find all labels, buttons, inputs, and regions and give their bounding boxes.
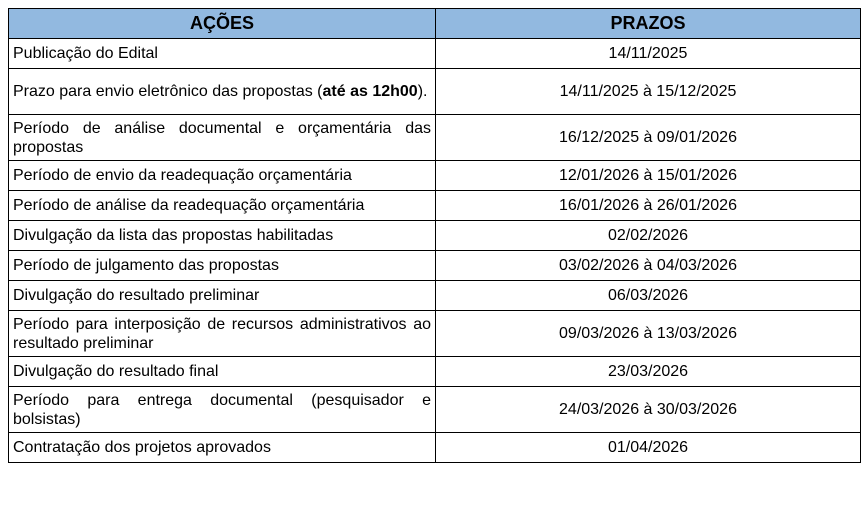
action-cell: Período para interposição de recursos administrativos ao resultado preliminar xyxy=(9,311,436,357)
deadline-cell: 02/02/2026 xyxy=(436,221,861,251)
table-row xyxy=(9,161,861,191)
deadline-cell: 12/01/2026 à 15/01/2026 xyxy=(436,161,861,191)
action-cell: Contratação dos projetos aprovados xyxy=(9,433,436,463)
action-text-suffix: ). xyxy=(417,83,428,100)
action-cell: Período de análise da readequação orçamentária xyxy=(9,191,436,221)
table-row xyxy=(9,191,861,221)
deadline-cell: 14/11/2025 xyxy=(436,39,861,69)
action-cell: Período para entrega documental (pesquisador e bolsistas) xyxy=(9,387,436,433)
deadline-cell: 06/03/2026 xyxy=(436,281,861,311)
header-deadlines: PRAZOS xyxy=(436,9,861,39)
action-cell: Período de análise documental e orçamentária das propostas xyxy=(9,115,436,161)
table-row xyxy=(9,251,861,281)
deadline-cell: 24/03/2026 à 30/03/2026 xyxy=(436,387,861,433)
deadline-cell: 03/02/2026 à 04/03/2026 xyxy=(436,251,861,281)
table-row xyxy=(9,115,861,161)
table-row xyxy=(9,311,861,357)
table-row xyxy=(9,69,861,115)
action-cell: Período de envio da readequação orçamentária xyxy=(9,161,436,191)
deadline-cell: 14/11/2025 à 15/12/2025 xyxy=(436,69,861,115)
table-row xyxy=(9,281,861,311)
action-cell: Divulgação do resultado preliminar xyxy=(9,281,436,311)
deadline-cell: 09/03/2026 à 13/03/2026 xyxy=(436,311,861,357)
action-cell: Período de julgamento das propostas xyxy=(9,251,436,281)
deadline-cell: 16/12/2025 à 09/01/2026 xyxy=(436,115,861,161)
action-cell: Divulgação do resultado final xyxy=(9,357,436,387)
header-row xyxy=(9,9,861,39)
header-actions: AÇÕES xyxy=(9,9,436,39)
action-cell xyxy=(9,69,436,115)
action-cell: Publicação do Edital xyxy=(9,39,436,69)
table-row xyxy=(9,387,861,433)
table-row xyxy=(9,433,861,463)
schedule-table xyxy=(8,8,861,463)
deadline-cell: 16/01/2026 à 26/01/2026 xyxy=(436,191,861,221)
action-cell: Divulgação da lista das propostas habilitadas xyxy=(9,221,436,251)
deadline-cell: 23/03/2026 xyxy=(436,357,861,387)
table-row xyxy=(9,39,861,69)
action-text: Prazo para envio eletrônico das propostas ( xyxy=(13,83,323,100)
action-emphasis: até as 12h00 xyxy=(322,83,418,100)
table-row xyxy=(9,221,861,251)
deadline-cell: 01/04/2026 xyxy=(436,433,861,463)
table-row xyxy=(9,357,861,387)
